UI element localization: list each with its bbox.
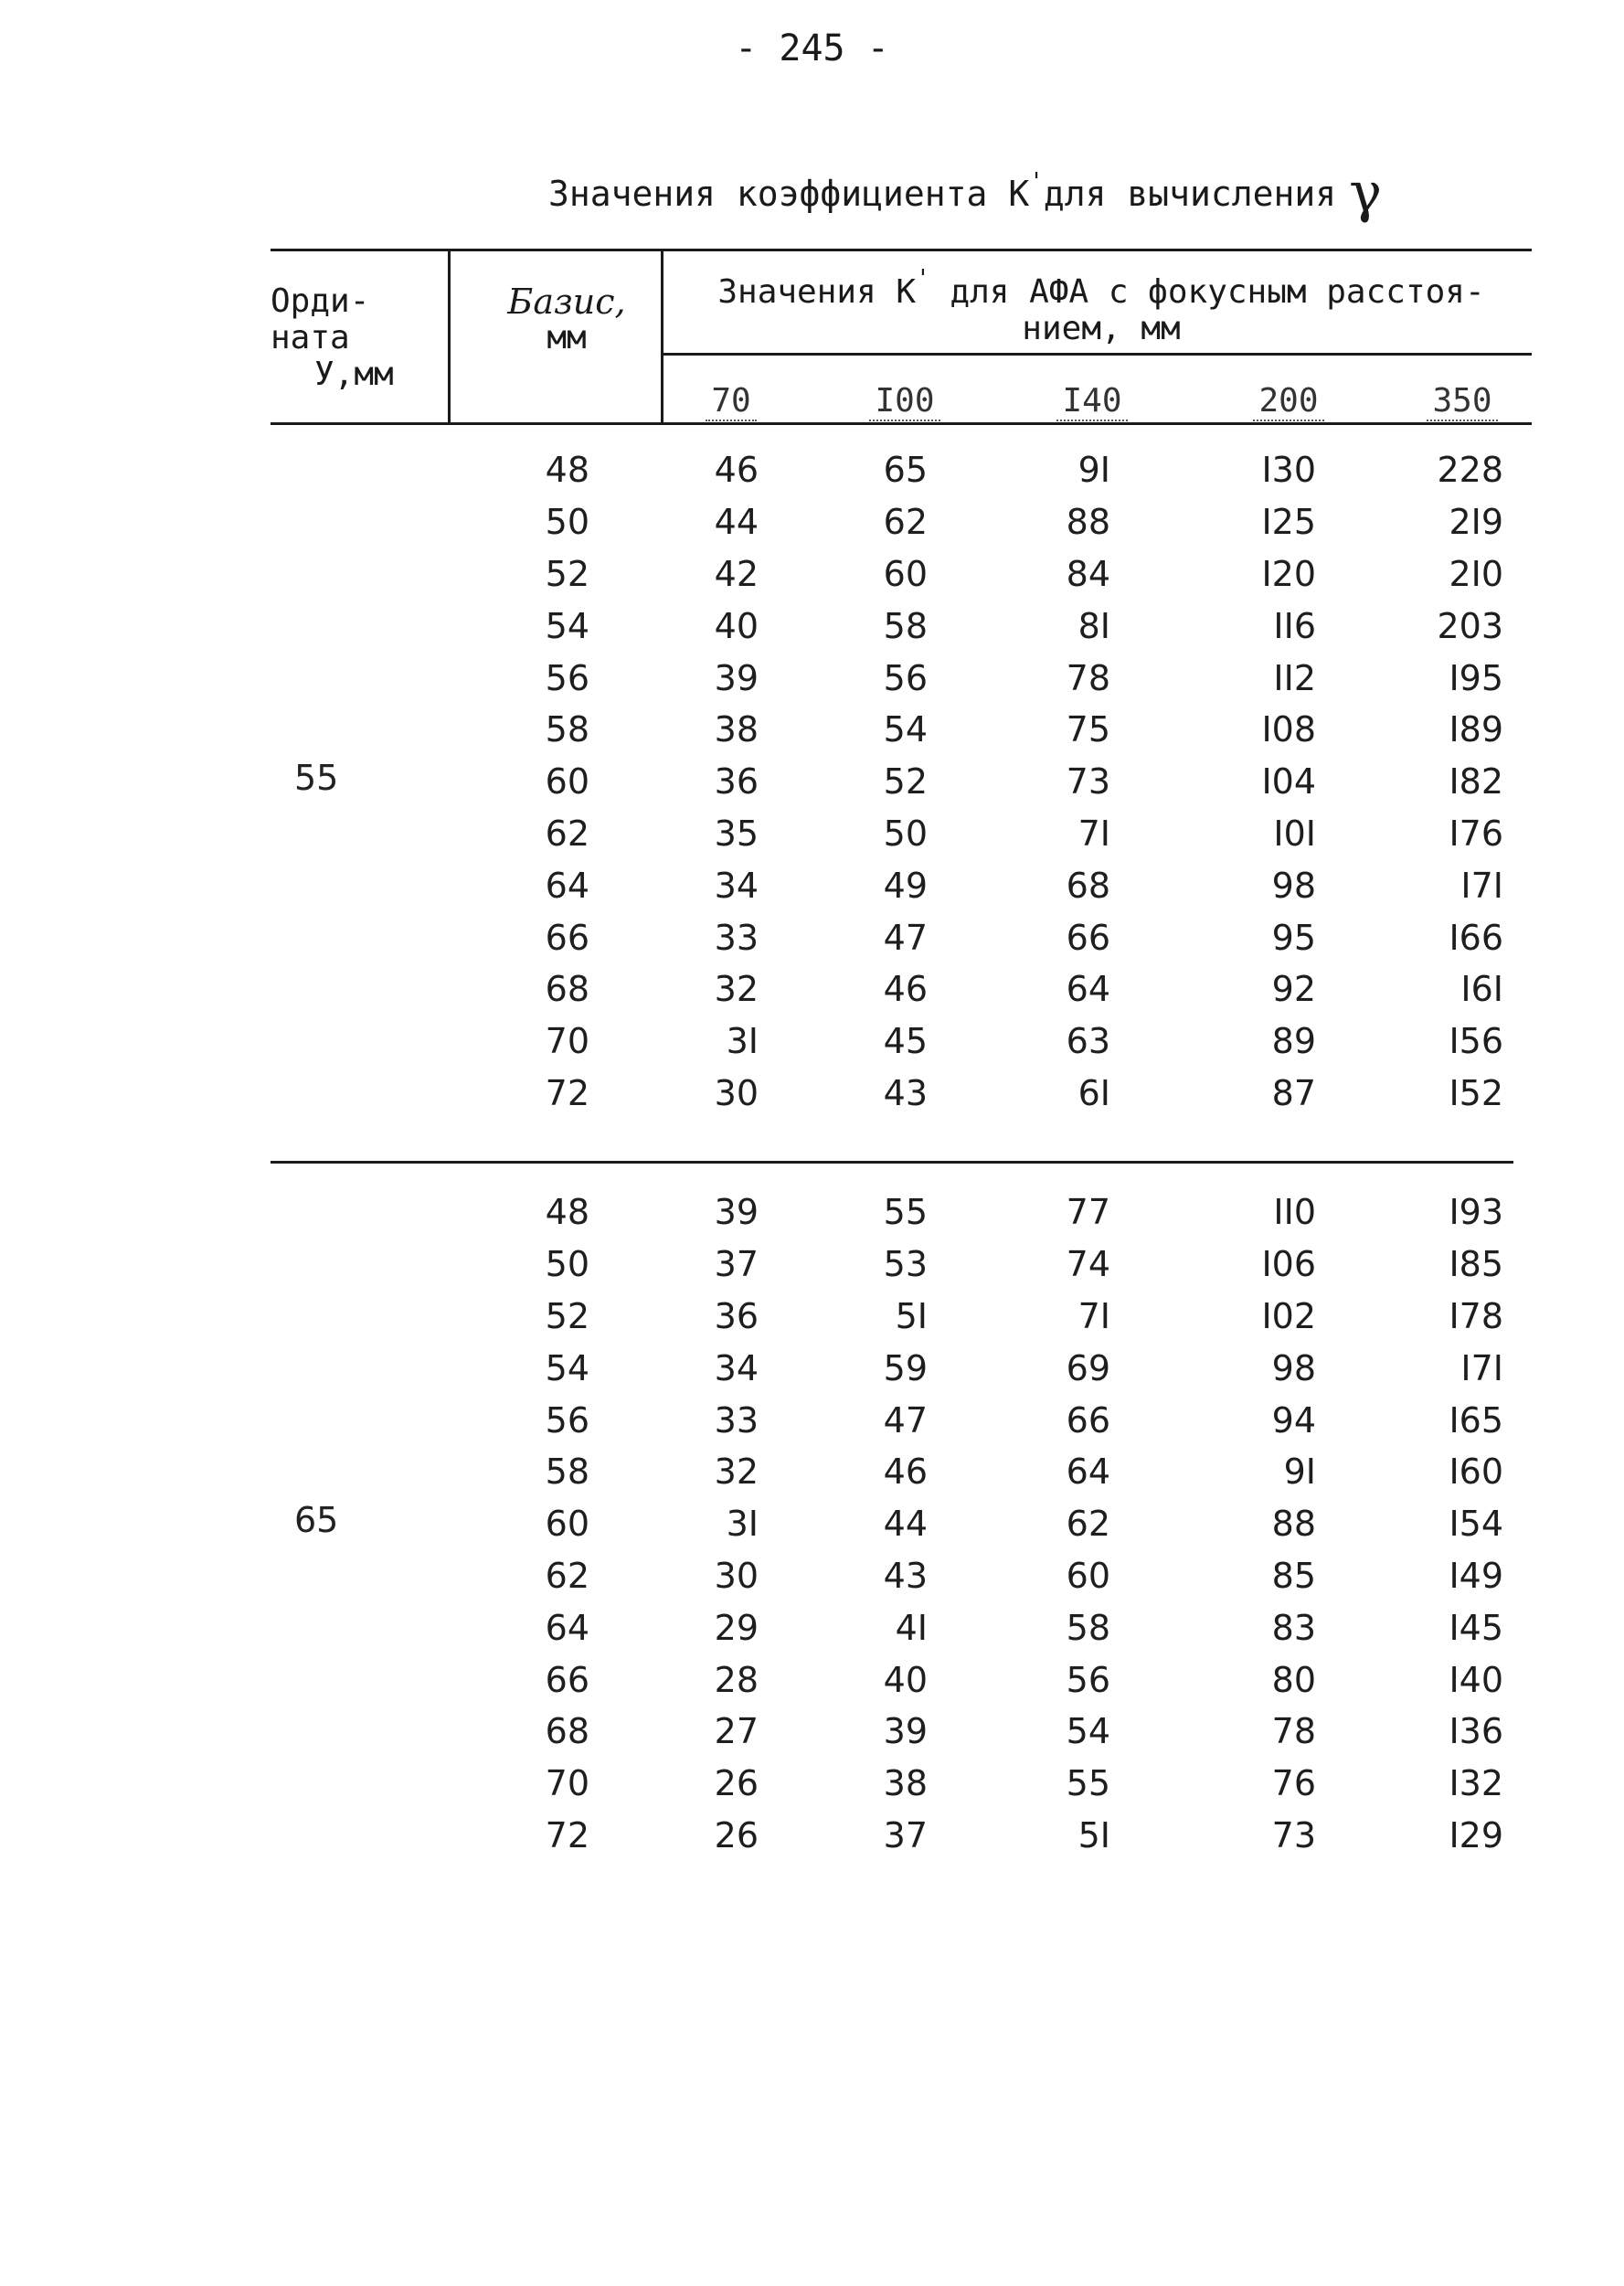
basis-cell: 68 <box>545 969 589 1010</box>
k-value-cell: 76 <box>1271 1763 1316 1804</box>
k-value-cell: 3I <box>726 1504 759 1545</box>
focal-length-100: I00 <box>845 382 964 420</box>
basis-cell: 70 <box>545 1021 589 1062</box>
k-value-cell: I25 <box>1261 502 1316 543</box>
table-row <box>512 1758 1503 1810</box>
table-block-55 <box>512 444 1503 1119</box>
header-k-prime: ' <box>916 265 930 292</box>
k-value-cell: I32 <box>1449 1763 1503 1804</box>
basis-cell: 62 <box>545 1555 589 1596</box>
k-value-cell: 7I <box>1077 1295 1110 1336</box>
k-value-cell: 27 <box>714 1711 759 1752</box>
header-subdivision-rule <box>663 353 1532 356</box>
k-value-cell: 38 <box>714 709 759 750</box>
header-basis-unit: мм <box>547 319 587 356</box>
k-value-cell: 44 <box>883 1504 928 1545</box>
table-row <box>512 1550 1503 1602</box>
k-value-cell: 66 <box>1066 1399 1110 1441</box>
header-ordinate-line1: Орди- <box>271 282 370 320</box>
k-value-cell: 58 <box>883 605 928 646</box>
k-value-cell: 26 <box>714 1763 759 1804</box>
k-value-cell: 69 <box>1066 1347 1110 1388</box>
k-value-cell: 92 <box>1271 969 1316 1010</box>
table-row <box>512 704 1503 756</box>
k-value-cell: 89 <box>1271 1021 1316 1062</box>
k-value-cell: 54 <box>883 709 928 750</box>
k-value-cell: 98 <box>1271 1347 1316 1388</box>
ordinate-55: 55 <box>294 758 339 798</box>
k-value-cell: I65 <box>1449 1399 1503 1441</box>
k-value-cell: I82 <box>1449 761 1503 803</box>
k-value-cell: 60 <box>883 553 928 594</box>
k-value-cell: 39 <box>883 1711 928 1752</box>
table-caption <box>548 155 1383 225</box>
focal-length-200: 200 <box>1229 382 1348 420</box>
k-value-cell: I95 <box>1449 657 1503 698</box>
k-value-cell: I08 <box>1261 709 1316 750</box>
k-value-cell: I54 <box>1449 1504 1503 1545</box>
k-value-cell: 40 <box>714 605 759 646</box>
k-value-cell: 4I <box>895 1607 928 1648</box>
k-value-cell: 9I <box>1077 450 1110 491</box>
k-value-cell: I06 <box>1261 1244 1316 1285</box>
table-row <box>512 1601 1503 1653</box>
k-value-cell: 87 <box>1271 1072 1316 1113</box>
k-value-cell: 62 <box>883 502 928 543</box>
k-value-cell: 43 <box>883 1555 928 1596</box>
basis-cell: 70 <box>545 1763 589 1804</box>
k-value-cell: II2 <box>1273 657 1316 698</box>
basis-cell: 66 <box>545 1659 589 1700</box>
k-value-cell: I78 <box>1449 1295 1503 1336</box>
k-value-cell: 37 <box>883 1814 928 1855</box>
header-k-post: для АФА с фокусным расстоя- <box>929 273 1485 311</box>
table-row <box>512 1239 1503 1291</box>
k-value-cell: 36 <box>714 1295 759 1336</box>
block-separator-rule <box>271 1161 1513 1164</box>
k-value-cell: 84 <box>1066 553 1110 594</box>
k-value-cell: 7I <box>1077 813 1110 854</box>
table-row <box>512 1446 1503 1498</box>
k-value-cell: 95 <box>1271 917 1316 958</box>
header-k-pre: Значения К <box>717 273 917 311</box>
k-value-cell: I36 <box>1449 1711 1503 1752</box>
table-row <box>512 548 1503 601</box>
header-bottom-rule <box>271 422 1532 425</box>
k-value-cell: 85 <box>1271 1555 1316 1596</box>
header-k-line1 <box>672 260 1531 311</box>
k-value-cell: 56 <box>883 657 928 698</box>
k-value-cell: 58 <box>1066 1607 1110 1648</box>
k-value-cell: 34 <box>714 1347 759 1388</box>
k-value-cell: 36 <box>714 761 759 803</box>
table-row <box>512 1498 1503 1550</box>
k-value-cell: 47 <box>883 1399 928 1441</box>
k-value-cell: 56 <box>1066 1659 1110 1700</box>
k-value-cell: I66 <box>1449 917 1503 958</box>
k-value-cell: 2I0 <box>1449 553 1503 594</box>
basis-cell: 58 <box>545 709 589 750</box>
table-block-65 <box>512 1186 1503 1861</box>
k-value-cell: 46 <box>714 450 759 491</box>
k-value-cell: 44 <box>714 502 759 543</box>
k-value-cell: 88 <box>1066 502 1110 543</box>
basis-cell: 52 <box>545 553 589 594</box>
k-value-cell: I93 <box>1449 1192 1503 1233</box>
k-value-cell: 78 <box>1066 657 1110 698</box>
k-value-cell: 40 <box>883 1659 928 1700</box>
k-value-cell: 74 <box>1066 1244 1110 1285</box>
basis-cell: 50 <box>545 1244 589 1285</box>
k-value-cell: I85 <box>1449 1244 1503 1285</box>
k-value-cell: I7I <box>1460 865 1503 906</box>
k-value-cell: 60 <box>1066 1555 1110 1596</box>
basis-cell: 64 <box>545 865 589 906</box>
table-row <box>512 652 1503 704</box>
k-value-cell: 64 <box>1066 1451 1110 1493</box>
k-value-cell: 88 <box>1271 1504 1316 1545</box>
table-row <box>512 496 1503 548</box>
k-value-cell: I6I <box>1460 969 1503 1010</box>
k-value-cell: 78 <box>1271 1711 1316 1752</box>
k-value-cell: 33 <box>714 1399 759 1441</box>
basis-cell: 58 <box>545 1451 589 1493</box>
k-value-cell: 59 <box>883 1347 928 1388</box>
k-value-cell: 65 <box>883 450 928 491</box>
table-top-rule <box>271 249 1532 251</box>
header-ordinate-line3: У,мм <box>314 356 394 393</box>
k-value-cell: 5I <box>895 1295 928 1336</box>
focal-length-70: 70 <box>672 382 791 420</box>
k-value-cell: 62 <box>1066 1504 1110 1545</box>
k-value-cell: 26 <box>714 1814 759 1855</box>
gamma-symbol: γ <box>1349 161 1383 225</box>
k-value-cell: 77 <box>1066 1192 1110 1233</box>
k-value-cell: I0I <box>1273 813 1316 854</box>
k-value-cell: 49 <box>883 865 928 906</box>
basis-cell: 48 <box>545 450 589 491</box>
k-value-cell: 83 <box>1271 1607 1316 1648</box>
k-value-cell: 203 <box>1437 605 1503 646</box>
caption-prime: ' <box>1029 168 1044 196</box>
table-row <box>512 600 1503 652</box>
basis-cell: 72 <box>545 1072 589 1113</box>
k-value-cell: 47 <box>883 917 928 958</box>
basis-cell: 48 <box>545 1192 589 1233</box>
k-value-cell: 228 <box>1437 450 1503 491</box>
basis-cell: 62 <box>545 813 589 854</box>
k-value-cell: 75 <box>1066 709 1110 750</box>
k-value-cell: I56 <box>1449 1021 1503 1062</box>
header-divider-1 <box>448 251 451 423</box>
k-value-cell: I89 <box>1449 709 1503 750</box>
k-value-cell: 3I <box>726 1021 759 1062</box>
table-row <box>512 444 1503 496</box>
k-value-cell: 32 <box>714 1451 759 1493</box>
header-basis <box>475 283 658 356</box>
k-value-cell: I29 <box>1449 1814 1503 1855</box>
k-value-cell: 73 <box>1271 1814 1316 1855</box>
k-value-cell: 94 <box>1271 1399 1316 1441</box>
k-value-cell: 66 <box>1066 917 1110 958</box>
k-value-cell: 63 <box>1066 1021 1110 1062</box>
k-value-cell: I45 <box>1449 1607 1503 1648</box>
k-value-cell: 45 <box>883 1021 928 1062</box>
table-row <box>512 1706 1503 1758</box>
table-row <box>512 1015 1503 1068</box>
k-value-cell: 42 <box>714 553 759 594</box>
basis-cell: 66 <box>545 917 589 958</box>
k-value-cell: 35 <box>714 813 759 854</box>
k-value-cell: 9I <box>1283 1451 1316 1493</box>
k-value-cell: I02 <box>1261 1295 1316 1336</box>
k-value-cell: I40 <box>1449 1659 1503 1700</box>
k-value-cell: 55 <box>1066 1763 1110 1804</box>
k-value-cell: I49 <box>1449 1555 1503 1596</box>
k-value-cell: 55 <box>883 1192 928 1233</box>
focal-length-140: I40 <box>1033 382 1152 420</box>
k-value-cell: 39 <box>714 657 759 698</box>
basis-cell: 52 <box>545 1295 589 1336</box>
basis-cell: 54 <box>545 1347 589 1388</box>
k-value-cell: 38 <box>883 1763 928 1804</box>
basis-cell: 60 <box>545 761 589 803</box>
k-value-cell: 52 <box>883 761 928 803</box>
k-value-cell: I76 <box>1449 813 1503 854</box>
k-value-cell: II6 <box>1273 605 1316 646</box>
k-value-cell: 33 <box>714 917 759 958</box>
k-value-cell: II0 <box>1273 1192 1316 1233</box>
k-value-cell: 73 <box>1066 761 1110 803</box>
k-value-cell: 2I9 <box>1449 502 1503 543</box>
table-row <box>512 911 1503 963</box>
basis-cell: 56 <box>545 657 589 698</box>
k-value-cell: 53 <box>883 1244 928 1285</box>
k-value-cell: 68 <box>1066 865 1110 906</box>
caption-text-after: для вычисления <box>1043 174 1337 214</box>
page-number: - 245 - <box>735 27 889 69</box>
basis-cell: 72 <box>545 1814 589 1855</box>
table-row <box>512 1291 1503 1343</box>
k-value-cell: 43 <box>883 1072 928 1113</box>
basis-cell: 50 <box>545 502 589 543</box>
table-row <box>512 1810 1503 1862</box>
table-row <box>512 963 1503 1015</box>
basis-cell: 60 <box>545 1504 589 1545</box>
k-value-cell: I30 <box>1261 450 1316 491</box>
table-row <box>512 1068 1503 1120</box>
k-value-cell: 80 <box>1271 1659 1316 1700</box>
table-row <box>512 1186 1503 1239</box>
ordinate-65: 65 <box>294 1500 339 1540</box>
basis-cell: 54 <box>545 605 589 646</box>
k-value-cell: 46 <box>883 1451 928 1493</box>
k-value-cell: I20 <box>1261 553 1316 594</box>
k-value-cell: 30 <box>714 1072 759 1113</box>
k-value-cell: 54 <box>1066 1711 1110 1752</box>
k-value-cell: 28 <box>714 1659 759 1700</box>
k-value-cell: 98 <box>1271 865 1316 906</box>
k-value-cell: 64 <box>1066 969 1110 1010</box>
k-value-cell: 29 <box>714 1607 759 1648</box>
k-value-cell: 30 <box>714 1555 759 1596</box>
basis-cell: 56 <box>545 1399 589 1441</box>
basis-cell: 64 <box>545 1607 589 1648</box>
table-row <box>512 1653 1503 1706</box>
k-value-cell: 6I <box>1077 1072 1110 1113</box>
table-row <box>512 756 1503 808</box>
k-value-cell: I7I <box>1460 1347 1503 1388</box>
k-value-cell: 39 <box>714 1192 759 1233</box>
basis-cell: 68 <box>545 1711 589 1752</box>
header-ordinate <box>271 283 394 393</box>
k-value-cell: 50 <box>883 813 928 854</box>
table-row <box>512 1394 1503 1446</box>
header-k-values <box>672 260 1531 347</box>
table-row <box>512 808 1503 860</box>
focal-length-350: 350 <box>1403 382 1522 420</box>
table-row <box>512 1342 1503 1394</box>
header-divider-2 <box>661 251 663 423</box>
header-k-line2: нием, мм <box>1022 310 1181 347</box>
header-ordinate-line2: ната <box>271 319 350 356</box>
table-row <box>512 859 1503 911</box>
header-basis-title: Базис, <box>507 282 626 322</box>
k-value-cell: 46 <box>883 969 928 1010</box>
k-value-cell: I60 <box>1449 1451 1503 1493</box>
k-value-cell: I52 <box>1449 1072 1503 1113</box>
k-value-cell: 37 <box>714 1244 759 1285</box>
k-value-cell: I04 <box>1261 761 1316 803</box>
k-value-cell: 5I <box>1077 1814 1110 1855</box>
k-value-cell: 34 <box>714 865 759 906</box>
k-value-cell: 32 <box>714 969 759 1010</box>
k-value-cell: 8I <box>1077 605 1110 646</box>
caption-text: Значения коэффициента К <box>548 174 1030 214</box>
